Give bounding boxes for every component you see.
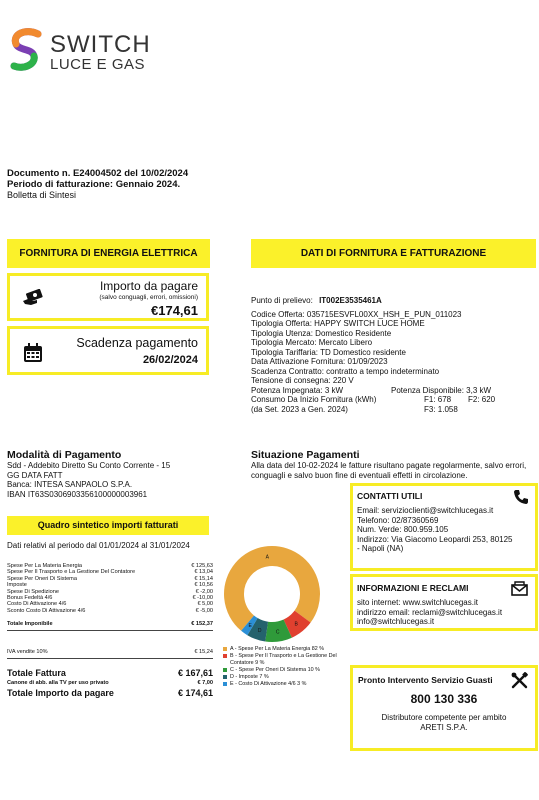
document-period: Periodo di fatturazione: Gennaio 2024. [7,179,181,190]
scadenza-value: 26/02/2024 [142,354,198,366]
iva-label: IVA vendite 10% [7,648,48,655]
legend-label: D - Imposte 7 % [230,673,269,680]
row-label: Bonus Fedeltà 4/6 [7,595,53,602]
calendar-icon [23,343,43,363]
contatti-lines [357,506,539,554]
iva-row [7,649,213,655]
pagamento-block [7,449,237,499]
guasti-line2: ARETI S.P.A. [420,723,468,732]
info-lines [357,598,539,627]
consumo-f3: F3: 1.058 [424,404,458,414]
pod-value: IT002E3535461A [319,296,382,305]
row-label: Costo Di Attivazione 4/6 [7,601,67,608]
totale-fattura-value: € 167,61 [177,668,213,679]
info-line: sito internet: www.switchlucegas.it [357,598,478,607]
quadro-table [7,563,213,699]
legend-item [223,646,347,653]
dati-header: DATI DI FORNITURA E FATTURAZIONE [251,239,536,268]
donut-slice-label: B [294,621,298,628]
donut-slice-label: E [248,623,252,630]
guasti-title: Pronto Intervento Servizio Guasti [358,675,493,685]
row-label: Spese Per Il Trasporto e La Gestione Del Contatore [7,569,136,576]
legend-label: C - Spese Per Oneri Di Sistema 10 % [230,666,320,673]
pagamento-line: GG DATA FATT [7,470,63,480]
canone-value: € 7,00 [197,680,213,687]
pagamento-title: Modalità di Pagamento [7,449,122,461]
quadro-period: Dati relativi al periodo dal 01/01/2024 al 31/01/2024 [7,541,190,550]
situazione-block [251,449,536,481]
importo-box [7,273,209,321]
dati-line: Tipologia Utenza: Domestico Residente [251,328,392,338]
row-value: € -2,00 [195,588,213,595]
legend-item [223,667,347,674]
chart-legend [223,646,347,688]
phone-icon [513,489,529,505]
potenza-row [251,386,536,396]
imponibile-value: € 152,37 [191,621,213,628]
divider [7,630,213,631]
totale-pagare-row [7,688,213,699]
pod-line [251,296,536,306]
contatti-title: CONTATTI UTILI [357,491,423,501]
row-value: € 10,56 [194,582,213,589]
row-label: Spese Di Spedizione [7,588,59,595]
donut-slice-label: C [275,629,280,636]
consumo-label: Consumo Da Inizio Fornitura (kWh) [251,395,377,404]
legend-swatch [223,654,227,658]
row-value: € 15,14 [194,575,213,582]
brand-logo [8,28,158,76]
table-row [7,608,213,614]
situazione-text: Alla data del 10-02-2024 le fatture risultano pagate regolarmente, salvo errori, conguagli e salvo buon fine di eventuali effetti in circolazione. [251,461,527,480]
potenza-disponibile: Potenza Disponibile: 3,3 kW [391,385,492,395]
dati-line: Tipologia Mercato: Mercato Libero [251,338,373,347]
importo-value: €174,61 [151,303,198,318]
imponibile-row [7,621,213,627]
legend-swatch [223,675,227,679]
scadenza-label: Scadenza pagamento [76,336,198,350]
consumo-f1: F1: 678 [424,395,452,404]
dati-line: Tipologia Offerta: HAPPY SWITCH LUCE HOME [251,319,425,328]
info-title: INFORMAZIONI E RECLAMI [357,583,469,593]
contatti-line: Indirizzo: Via Giacomo Leopardi 253, 80125 [357,534,513,544]
pod-label: Punto di prelievo: [251,296,313,305]
consumo-row [251,395,536,405]
info-line: indirizzo email: reclami@switchlucegas.it [357,607,503,617]
legend-swatch [223,647,227,651]
iva-value: € 15,24 [194,648,213,655]
document-number: Documento n. E24004502 del 10/02/2024 [7,168,189,179]
imponibile-label: Totale Imponibile [7,621,53,628]
situazione-title: Situazione Pagamenti [251,449,360,461]
row-value: € 125,63 [191,563,213,569]
scadenza-box [7,326,209,375]
consumo-period: (da Set. 2023 a Gen. 2024) [251,404,348,414]
consumo-f2: F2: 620 [468,395,496,404]
info-line: info@switchlucegas.it [357,617,435,626]
guasti-line1: Distributore competente per ambito [381,713,507,722]
guasti-number: 800 130 336 [410,692,478,706]
tools-icon [511,672,528,689]
row-value: € 5,00 [197,601,213,608]
divider [7,658,213,659]
dati-line: Codice Offerta: 035715ESVFL00XX_HSH_E_PUN_011023 [251,309,462,319]
legend-swatch [223,682,227,686]
pagamento-line: Sdd - Addebito Diretto Su Conto Corrente - 15 [7,461,171,470]
donut-slice-label: A [265,554,270,561]
logo-text-top: SWITCH [50,31,151,58]
legend-swatch [223,668,227,672]
legend-item [223,681,347,688]
legend-item [223,653,347,666]
row-value: € -10,00 [192,595,213,602]
contatti-line: Num. Verde: 800.959.105 [357,525,449,534]
legend-label: A - Spese Per La Materia Energia 82 % [230,646,325,652]
dati-block [251,296,536,414]
row-value: € -5,00 [195,607,213,614]
envelope-icon [511,581,528,596]
legend-item [223,674,347,681]
contatti-line: - Napoli (NA) [357,544,404,553]
potenza-impegnata: Potenza Impegnata: 3 kW [251,385,344,395]
legend-label: B - Spese Per Il Trasporto e La Gestione Del Contatore 9 % [230,653,337,666]
contatti-line: Email: servizioclienti@switchlucegas.it [357,506,494,515]
canone-label: Canone di abb. alla TV per uso privato [7,680,109,687]
dati-line: Tensione di consegna: 220 V [251,376,354,385]
cost-donut-chart [222,544,322,644]
info-box [350,574,538,631]
row-value: € 13,04 [194,569,213,576]
fornitura-header: FORNITURA DI ENERGIA ELETTRICA [7,239,210,268]
row-label: Spese Per Oneri Di Sistema [7,575,77,582]
money-icon [22,289,44,307]
contatti-line: Telefono: 02/87360569 [357,515,439,525]
importo-note: (salvo conguagli, errori, omissioni) [99,294,198,301]
quadro-header: Quadro sintetico importi fatturati [7,516,209,535]
totale-pagare-label: Totale Importo da pagare [7,688,114,699]
contatti-box [350,483,538,571]
totale-pagare-value: € 174,61 [177,688,213,699]
document-header [7,168,267,201]
logo-text-bottom: LUCE E GAS [50,56,146,73]
row-label: Sconto Costo Di Attivazione 4/6 [7,607,86,614]
canone-row [7,679,213,687]
logo-mark-icon [8,28,44,74]
guasti-box [350,665,538,751]
pagamento-line: IBAN IT63S0306903356100000003961 [7,489,148,499]
totale-fattura-row [7,668,213,679]
dati-line: Tipologia Tariffaria: TD Domestico residente [251,347,406,357]
pagamento-line: Banca: INTESA SANPAOLO S.P.A. [7,480,133,489]
dati-line: Scadenza Contratto: contratto a tempo indeterminato [251,366,440,376]
donut-slice-label: D [257,627,262,634]
dati-line: Data Attivazione Fornitura: 01/09/2023 [251,357,388,366]
consumo-row-2 [251,405,536,415]
document-type: Bolletta di Sintesi [7,190,77,200]
legend-label: E - Costo Di Attivazione 4/6 3 % [230,680,307,687]
row-label: Spese Per La Materia Energia [7,563,82,569]
row-label: Imposte [7,582,27,589]
totale-fattura-label: Totale Fattura [7,668,66,679]
importo-label: Importo da pagare [99,279,198,293]
